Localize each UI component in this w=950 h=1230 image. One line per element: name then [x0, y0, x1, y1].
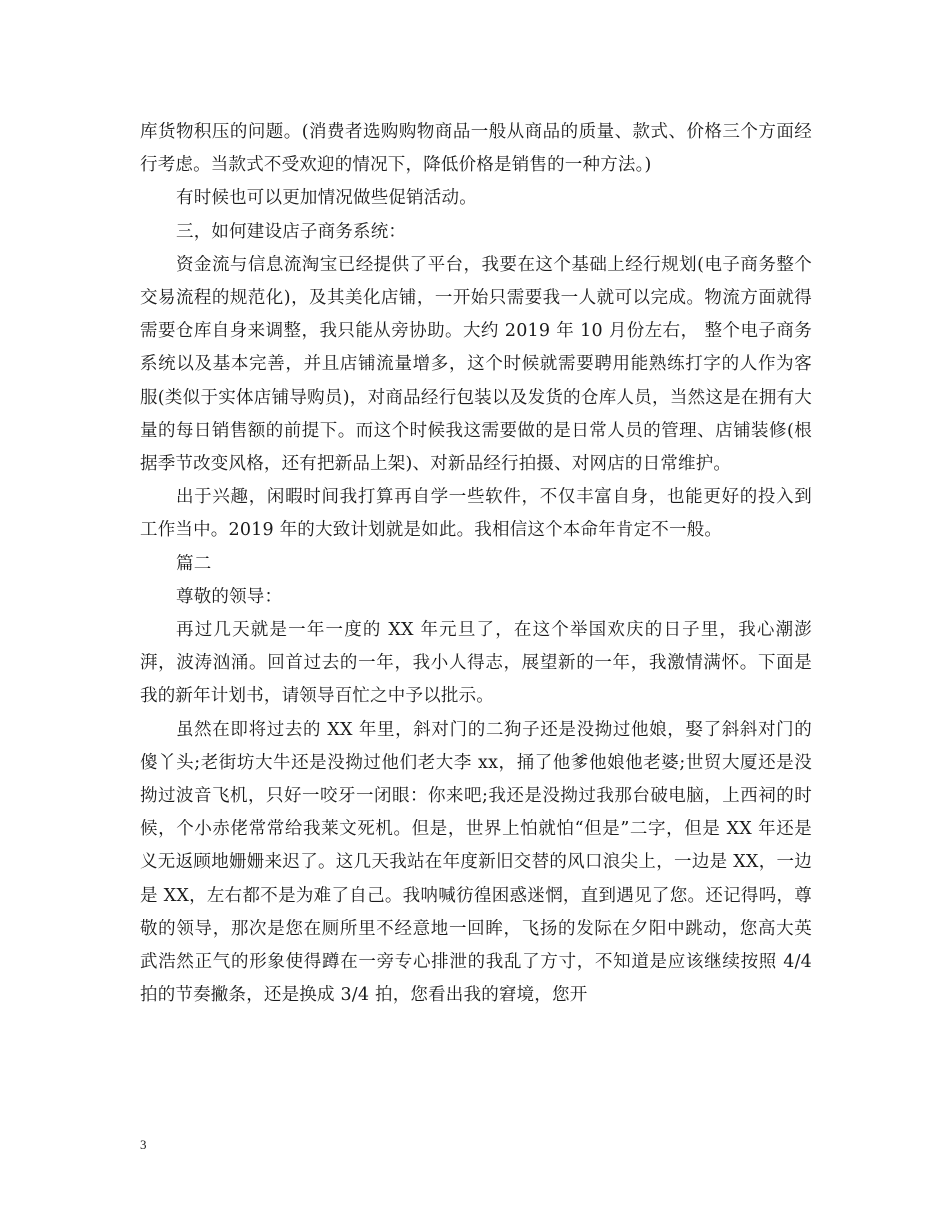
paragraph-promotion: 有时候也可以更加情况做些促销活动。 [176, 188, 477, 209]
document-body [140, 116, 812, 1012]
paragraph-new-year-intro: 再过几天就是一年一度的 XX 年元旦了，在这个举国欢庆的日子里，我心潮澎湃，波涛汹涌。回首过去的一年，我小人得志，展望新的一年，我激情满怀。下面是我的新年计划书，请领导百忙之中予以批示。 [140, 620, 812, 707]
salutation: 尊敬的领导： [176, 586, 283, 607]
paragraph-ecommerce-plan: 资金流与信息流淘宝已经提供了平台，我要在这个基础上经行规划(电子商务整个交易流程的规范化)，及其美化店铺，一开始只需要我一人就可以完成。物流方面就得需要仓库自身来调整，我只能从旁协助。大约 2019 年 10 月份左右， 整个电子商务系统以及基本完善，并且店铺流量增多，这个时候就需要聘用能熟练打字的人作为客服(类似于实体店铺导购员)，对商品经行包装以及发货的仓库人员，当然这是在拥有大量的每日销售额的前提下。而这个时候我这需要做的是日常人员的管理、店铺装修(根据季节改变风格，还有把新品上架)、对新品经行拍摄、对网店的日常维护。 [140, 254, 812, 475]
page-number: 3 [140, 1137, 147, 1152]
section-heading-ecommerce-system: 三，如何建设店子商务系统： [176, 221, 407, 242]
paragraph-narrative: 虽然在即将过去的 XX 年里，斜对门的二狗子还是没拗过他娘，娶了斜斜对门的傻丫头;老街坊大牛还是没拗过他们老大李 xx，捅了他爹他娘他老婆;世贸大厦还是没拗过波音飞机，只好一咬牙一闭眼：你来吧;我还是没拗过我那台破电脑，上西祠的时候，个小赤佬常常给我莱文死机。但是，世界上怕就怕“但是”二字，但是 XX 年还是义无返顾地姗姗来迟了。这几天我站在年度新旧交替的风口浪尖上，一边是 XX，一边是 XX，左右都不是为难了自己。我呐喊彷徨困惑迷惘，直到遇见了您。还记得吗，尊敬的领导，那次是您在厕所里不经意地一回眸，飞扬的发际在夕阳中跳动，您高大英武浩然正气的形象使得蹲在一旁专心排泄的我乱了方寸，不知道是应该继续按照 4/4 拍的节奏撇条，还是换成 3/4 拍，您看出我的窘境，您开 [140, 719, 812, 1006]
paragraph-self-study: 出于兴趣，闲暇时间我打算再自学一些软件，不仅丰富自身，也能更好的投入到工作当中。2019 年的大致计划就是如此。我相信这个本命年肯定不一般。 [140, 487, 812, 541]
section-heading-part-two: 篇二 [176, 553, 212, 574]
paragraph-continuation: 库货物积压的问题。(消费者选购购物商品一般从商品的质量、款式、价格三个方面经行考虑。当款式不受欢迎的情况下，降低价格是销售的一种方法。) [140, 122, 812, 176]
